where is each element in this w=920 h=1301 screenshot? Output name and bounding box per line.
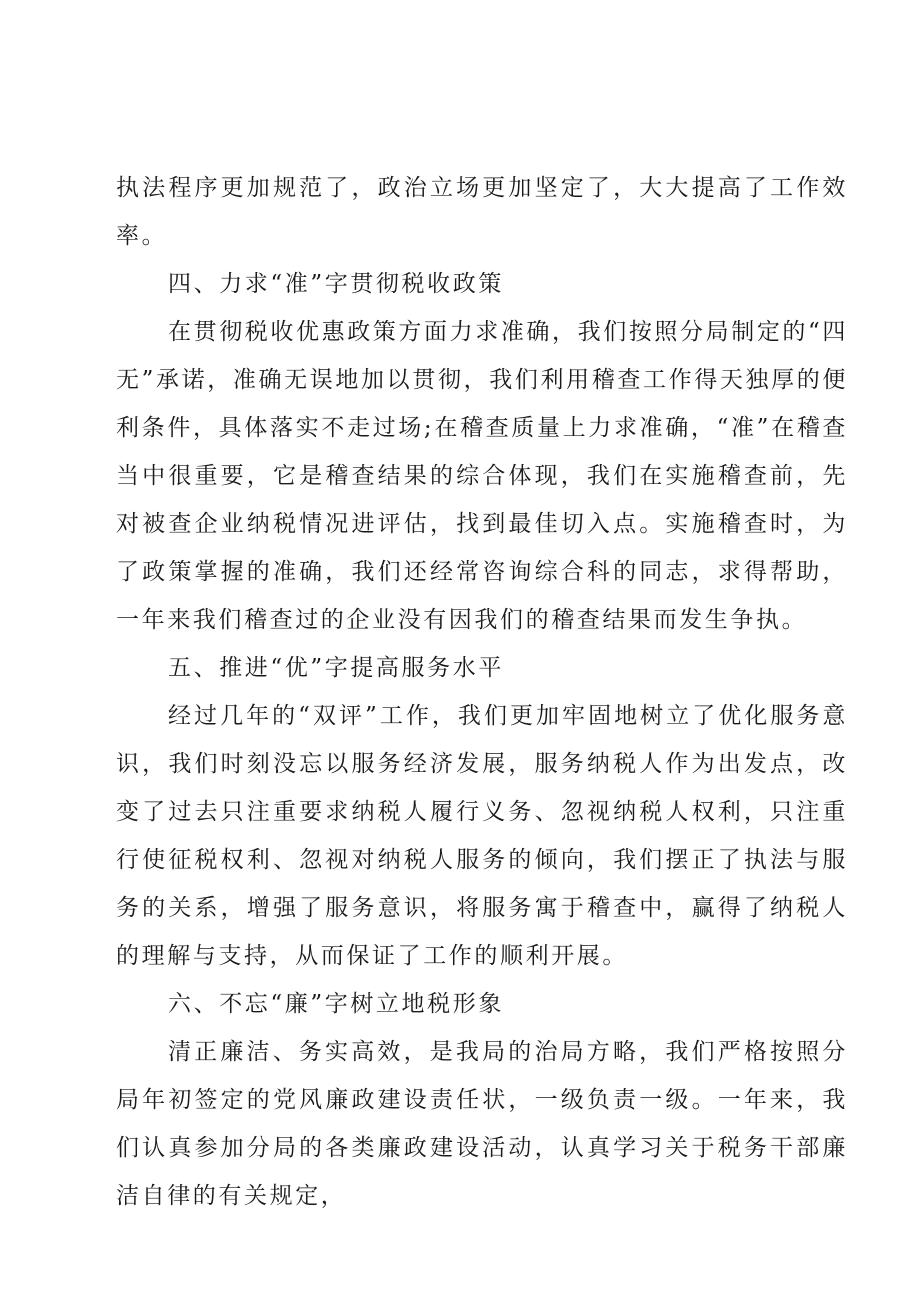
section-heading-6: 六、不忘“廉”字树立地税形象: [168, 991, 504, 1017]
section-heading-5: 五、推进“优”字提高服务水平: [168, 655, 504, 681]
paragraph-section-6: 清正廉洁、务实高效，是我局的治局方略，我们严格按照分局年初签定的党风廉政建设责任状，一级负责一级。一年来，我们认真参加分局的各类廉政建设活动，认真学习关于税务干部廉洁自律的有关规定，: [116, 1039, 848, 1209]
document-body: [116, 164, 848, 1220]
paragraph-continuation: 执法程序更加规范了，政治立场更加坚定了，大大提高了工作效率。: [116, 175, 848, 249]
paragraph-section-4: 在贯彻税收优惠政策方面力求准确，我们按照分局制定的“四无”承诺，准确无误地加以贯彻，我们利用稽查工作得天独厚的便利条件，具体落实不走过场;在稽查质量上力求准确，“准”在稽查当中很重要，它是稽查结果的综合体现，我们在实施稽查前，先对被查企业纳税情况进评估，找到最佳切入点。实施稽查时，为了政策掌握的准确，我们还经常咨询综合科的同志，求得帮助，一年来我们稽查过的企业没有因我们的稽查结果而发生争执。: [116, 319, 848, 633]
section-heading-4: 四、力求“准”字贯彻税收政策: [168, 271, 504, 297]
paragraph-section-5: 经过几年的“双评”工作，我们更加牢固地树立了优化服务意识，我们时刻没忘以服务经济发展，服务纳税人作为出发点，改变了过去只注重要求纳税人履行义务、忽视纳税人权利，只注重行使征税权利、忽视对纳税人服务的倾向，我们摆正了执法与服务的关系，增强了服务意识，将服务寓于稽查中，赢得了纳税人的理解与支持，从而保证了工作的顺利开展。: [116, 703, 848, 969]
